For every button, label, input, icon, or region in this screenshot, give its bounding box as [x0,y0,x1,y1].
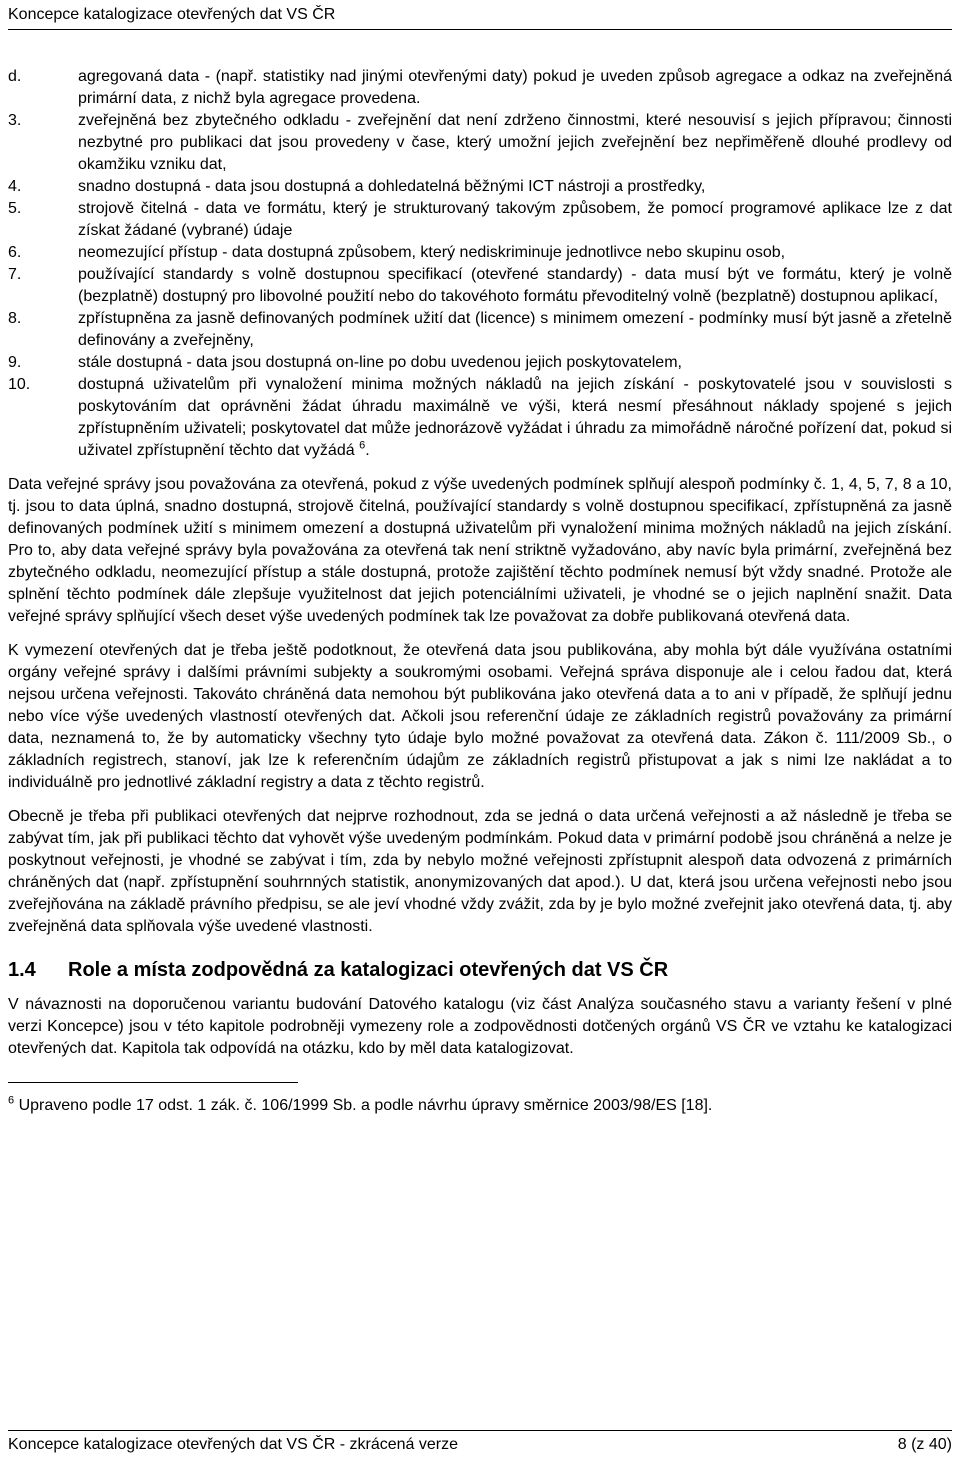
page-footer [8,1430,952,1456]
list-item: 7. používající standardy s volně dostupnou specifikací (otevřené standardy) - data musí být ve formátu, který je volně (bezplatně) dostupný pro libovolné použití nebo do takovéhoto formátu převoditelný volně (bezplatně) dostupnou aplikací, [8,266,952,305]
list-item: 3. zveřejněná bez zbytečného odkladu - zveřejnění dat není zdrženo činnostmi, které nesouvisí s jejich přípravou; činnosti nezbytné pro publikaci dat jsou provedeny v čase, který umožní jejich zveřejnění bez nepřiměřeně dlouhé prodlevy od okamžiku vzniku dat, [8,112,952,173]
footnote-reference[interactable]: 6 [359,439,366,452]
paragraph-protected-data: K vymezení otevřených dat je třeba ještě podotknout, že otevřená data jsou publikována, aby mohla být dále využívána ostatními orgány veřejné správy i dalšími právními subjekty a soukromými osobami. Veřejná správa disponuje ale i celou řadou dat, která nejsou určena veřejnosti. Takováto chráněná data nemohou být publikována jako otevřená data a to ani v případě, že splňují jednu nebo více výše uvedených vlastností otevřených dat. Ačkoli jsou referenční údaje ze základních registrů považovány za primární data, neznamená to, že by automaticky všechny tyto údaje bylo možné považovat za otevřená data. Zákon č. 111/2009 Sb., o základních registrech, stanoví, jak lze k referenčním údajům ze základních registrů přistupovat a jak s nimi lze nakládat a to individuálně pro jednotlivé základní registry a data z těchto registrů. [8,642,952,791]
footnote-text: Upraveno podle 17 odst. 1 zák. č. 106/1999 Sb. a podle návrhu úpravy směrnice 2003/98/ES [18]. [18,1097,713,1114]
page-number: 8 (z 40) [897,1436,952,1453]
header-title: Koncepce katalogizace otevřených dat VS ČR [8,6,336,23]
footer-title: Koncepce katalogizace otevřených dat VS ČR - zkrácená verze [8,1436,459,1453]
list-item: 10. dostupná uživatelům při vynaložení minima možných nákladů na jejich získání - poskytovatelé jsou v souvislosti s poskytováním dat oprávněni žádat úhradu maximálně ve výši, která nesmí přesáhnout náklady spojené s jejich zpřístupněním uživateli; poskytovatel dat může jednorázově vyžádat i úhradu za mimořádně náročné pořízení dat, pokud si uživatel zpřístupnění těchto dat vyžádá $^6$. [8,376,952,459]
paragraph-publication-decision: Obecně je třeba při publikaci otevřených dat nejprve rozhodnout, zda se jedná o data určená veřejnosti a až následně je třeba se zabývat tím, jak při publikaci těchto dat vyhovět výše uvedeným podmínkám. Pokud data v primární podobě jsou chráněná a nelze je poskytnout veřejnosti, je vhodné se zabývat i tím, zda by nebylo možné veřejnosti zpřístupnit alespoň data odvozená z primárních chráněných dat (např. zpřístupnění souhrnných statistik, anonymizovaných dat apod.). U dat, která jsou určena veřejnosti nebo jsou zveřejňována na základě právního předpisu, se ale jeví vhodné vždy zvážit, zda by je bylo možné zveřejnit jako otevřená data, tj. aby zveřejněná data splňovala výše uvedené vlastnosti. [8,808,952,935]
section-title: Role a místa zodpovědná za katalogizaci otevřených dat VS ČR [68,959,669,981]
list-item: 8. zpřístupněna za jasně definovaných podmínek užití dat (licence) s minimem omezení - podmínky musí být jasně a zřetelně definovány a zveřejněny, [8,310,952,349]
list-item: 6. neomezující přístup - data dostupná způsobem, který nediskriminuje jednotlivce nebo skupinu osob, [8,244,786,261]
list-item: d. agregovaná data - (např. statistiky nad jinými otevřenými daty) pokud je uveden způsob agregace a odkaz na zveřejněná primární data, z nichž byla agregace provedena. [8,68,952,107]
list-item: 9. stále dostupná - data jsou dostupná on-line po dobu uvedenou jejich poskytovatelem, [8,354,682,371]
page-header [8,4,952,30]
footnote [8,1095,952,1117]
list-item: 4. snadno dostupná - data jsou dostupná a dohledatelná běžnými ICT nástroji a prostředky, [8,178,706,195]
section-heading [8,956,952,984]
conditions-list [8,66,952,462]
section-intro: V návaznosti na doporučenou variantu budování Datového katalogu (viz část Analýza současného stavu a varianty řešení v plné verzi Koncepce) jsou v této kapitole podrobněji vymezeny role a zodpovědnosti dotčených orgánů VS ČR ve vztahu ke katalogizaci otevřených dat. Kapitola tak odpovídá na otázku, kdo by měl data katalogizovat. [8,996,952,1057]
footnote-mark: 6 [8,1094,15,1107]
section-number: 1.4 [8,959,36,981]
list-item: 5. strojově čitelná - data ve formátu, který je strukturovaný takovým způsobem, že pomocí programové aplikace lze z dat získat žádané (vybrané) údaje [8,200,952,239]
document-body [8,66,952,1117]
paragraph-open-data-definition: Data veřejné správy jsou považována za otevřená, pokud z výše uvedených podmínek splňují alespoň podmínky č. 1, 4, 5, 7, 8 a 10, tj. jsou to data úplná, snadno dostupná, strojově čitelná, používající standardy s volně dostupnou specifikací, zpřístupněná za jasně definovaných podmínek užití s minimem omezení a dostupná uživatelům při vynaložení minima možných nákladů na jejich získání. Pro to, aby data veřejné správy byla považována za otevřená tak není striktně vyžadováno, aby navíc byla primární, zveřejněná bez zbytečného odkladu, neomezující přístup a stále dostupná, protože zajištění těchto podmínek nemusí být vždy snadné. Protože ale splnění těchto podmínek dále zlepšuje využitelnost dat jejich potenciálními uživateli, je vhodné se o jejich naplnění snažit. Data veřejné správy splňující všech deset výše uvedených podmínek tak lze považovat za dobře publikovaná otevřená data. [8,476,952,625]
footnote-divider [8,1082,298,1083]
